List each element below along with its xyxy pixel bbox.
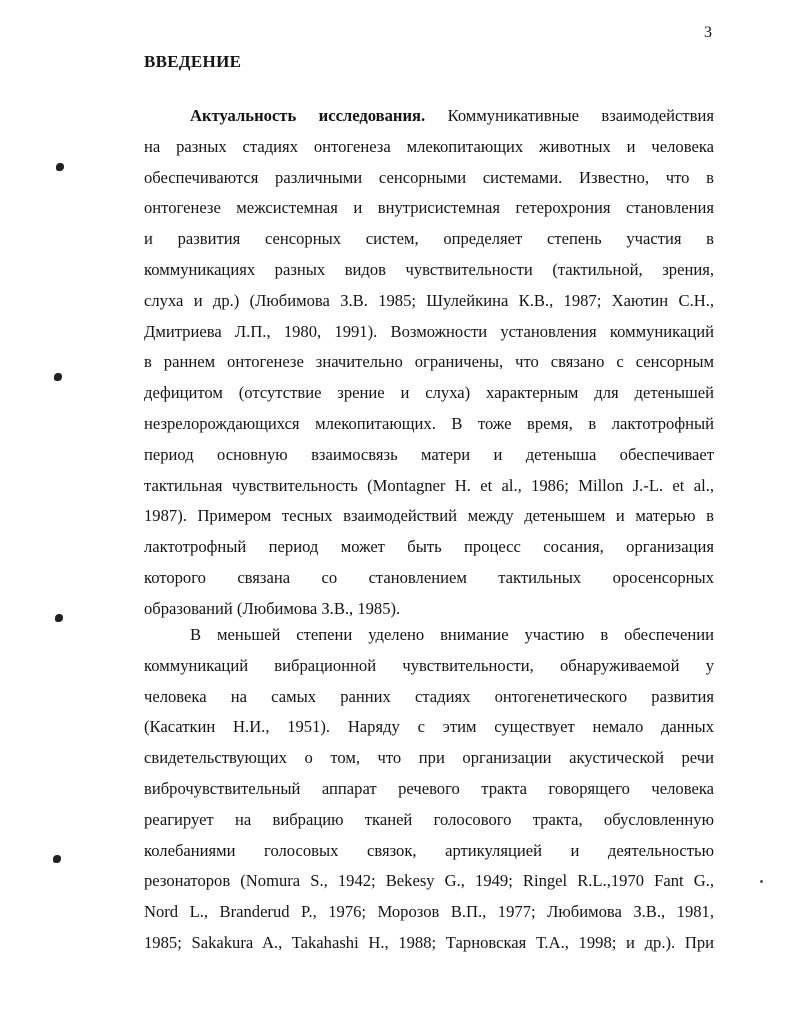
scan-mark-icon — [56, 163, 64, 171]
scan-mark-icon — [53, 855, 61, 863]
paragraph-relevance — [144, 101, 714, 625]
text-line: Nord L., Branderud P., 1976; Морозов В.П., 1977; Любимова З.В., 1981, — [144, 902, 714, 922]
text-line: период основную взаимосвязь матери и детеныша обеспечивает — [144, 444, 714, 464]
scan-speck-icon — [760, 880, 763, 883]
text-line: слуха и др.) (Любимова З.В. 1985; Шулейкина К.В., 1987; Хаютин С.Н., — [144, 290, 714, 310]
text-line: онтогенезе межсистемная и внутрисистемная гетерохрония становления — [144, 198, 714, 218]
text-line: незрелорождающихся млекопитающих. В тоже время, в лактотрофный — [144, 413, 714, 433]
text-line: резонаторов (Nomura S., 1942; Bekesy G., 1949; Ringel R.L.,1970 Fant G., — [144, 871, 714, 891]
text-line: обеспечиваются различными сенсорными системами. Известно, что в — [144, 167, 714, 187]
text-line: (Касаткин Н.И., 1951). Наряду с этим существует немало данных — [144, 717, 714, 737]
text-line: Дмитриева Л.П., 1980, 1991). Возможности установления коммуникаций — [144, 321, 714, 341]
text-line: лактотрофный период может быть процесс сосания, организация — [144, 537, 714, 557]
text-line: человека на самых ранних стадиях онтогенетического развития — [144, 686, 714, 706]
text-line: тактильная чувствительность (Montagner H. et al., 1986; Millon J.-L. et al., — [144, 475, 714, 495]
bold-lead: Актуальность исследования. — [190, 106, 426, 125]
paragraph-vibration — [144, 620, 714, 959]
text-line: В меньшей степени уделено внимание участию в обеспечении — [190, 625, 714, 644]
text-line: на разных стадиях онтогенеза млекопитающих животных и человека — [144, 136, 714, 156]
text-line — [144, 101, 714, 132]
text-line: коммуникаций вибрационной чувствительности, обнаруживаемой у — [144, 655, 714, 675]
text-line-content: Коммуникативные взаимодействия — [425, 106, 714, 125]
text-line: свидетельствующих о том, что при организации акустической речи — [144, 748, 714, 768]
text-line: реагирует на вибрацию тканей голосового тракта, обусловленную — [144, 809, 714, 829]
section-heading: ВВЕДЕНИЕ — [144, 52, 242, 71]
page-number: 3 — [704, 24, 712, 41]
text-line: которого связана со становлением тактильных оросенсорных — [144, 567, 714, 587]
text-line: в раннем онтогенезе значительно ограничены, что связано с сенсорным — [144, 352, 714, 372]
text-line: дефицитом (отсутствие зрение и слуха) характерным для детенышей — [144, 383, 714, 403]
text-line: 1985; Sakakura A., Takahashi H., 1988; Тарновская Т.А., 1998; и др.). При — [144, 932, 714, 952]
text-line: виброчувствительный аппарат речевого тракта говорящего человека — [144, 778, 714, 798]
text-line: и развития сенсорных систем, определяет степень участия в — [144, 229, 714, 249]
text-line: коммуникациях разных видов чувствительности (тактильной, зрения, — [144, 259, 714, 279]
scan-mark-icon — [55, 614, 63, 622]
text-line: колебаниями голосовых связок, артикуляцией и деятельностью — [144, 840, 714, 860]
text-line: 1987). Примером тесных взаимодействий между детенышем и матерью в — [144, 506, 714, 526]
scan-mark-icon — [54, 373, 62, 381]
text-line: образований (Любимова З.В., 1985). — [144, 598, 401, 618]
